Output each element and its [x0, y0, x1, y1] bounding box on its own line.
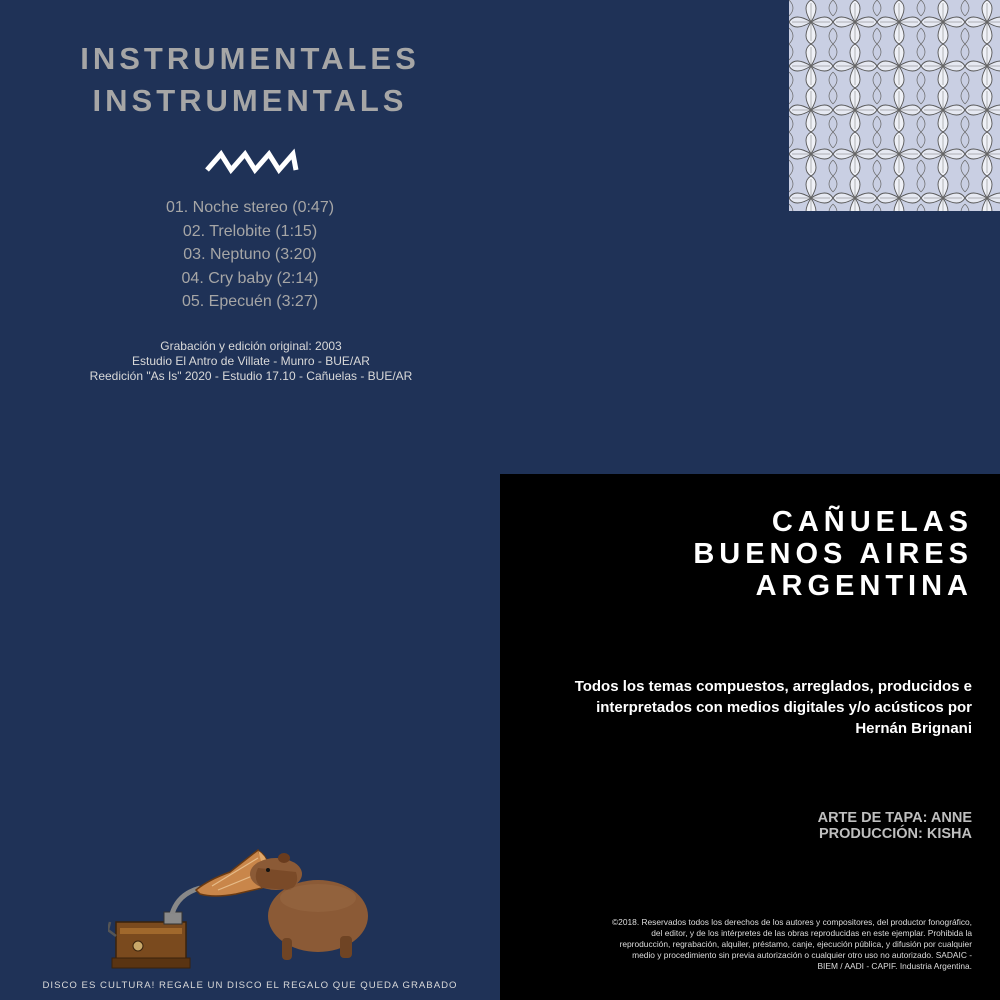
location-line: ARGENTINA [755, 570, 973, 602]
location-line: BUENOS AIRES [693, 538, 973, 570]
track-item: 03. Neptuno (3:20) [183, 246, 317, 263]
track-item: 04. Cry baby (2:14) [181, 269, 319, 287]
location-line: CAÑUELAS [771, 506, 973, 538]
track-item: 01. Noche stereo (0:47) [165, 199, 335, 216]
staff-line: ARTE DE TAPA: ANNE [817, 810, 972, 826]
location-block [693, 506, 973, 602]
track-item: 02. Trelobite (1:15) [182, 222, 318, 240]
staff-line: PRODUCCIÓN: KISHA [818, 826, 972, 842]
credit-line: Estudio El Antro de Villate - Munro - BUE/AR [132, 354, 370, 368]
credit-line: Reedición "As Is" 2020 - Estudio 17.10 - Cañuelas - BUE/AR [89, 369, 413, 383]
credit-line: Grabación y edición original: 2003 [160, 339, 342, 353]
track-list [0, 196, 500, 314]
recording-credits [0, 339, 502, 384]
track-item: 05. Epecuén (3:27) [181, 293, 319, 310]
description-text: Todos los temas compuestos, arreglados, producidos e interpretados con medios digitales y/o acústicos por Hernán Brignani [574, 678, 972, 737]
capybara-gramophone-illustration [108, 828, 383, 976]
zigzag-wave-icon [203, 146, 299, 176]
title-english: INSTRUMENTALS [92, 83, 408, 118]
title-spanish: INSTRUMENTALES [80, 41, 420, 76]
black-info-panel [500, 474, 1000, 1000]
legal-notice: ©2018. Reservados todos los derechos de los autores y compositores, del productor fonográfico, del editor, y de los intérpretes de las obras reproducidas en este ejemplar. Prohibida la reproducción, regrabación, alquiler, préstamo, canje, ejecución pública, y difusión por cualquier medio y procedimiento sin previa autorización o cualquier otro uso no autorizado. SADAIC - BIEM / AADI - CAPIF. Industria Argentina. [612, 917, 972, 971]
footer-slogan: DISCO ES CULTURA! REGALE UN DISCO EL REGALO QUE QUEDA GRABADO [42, 980, 458, 991]
leaf-pattern-image [789, 0, 1000, 211]
staff-credits [818, 810, 972, 842]
